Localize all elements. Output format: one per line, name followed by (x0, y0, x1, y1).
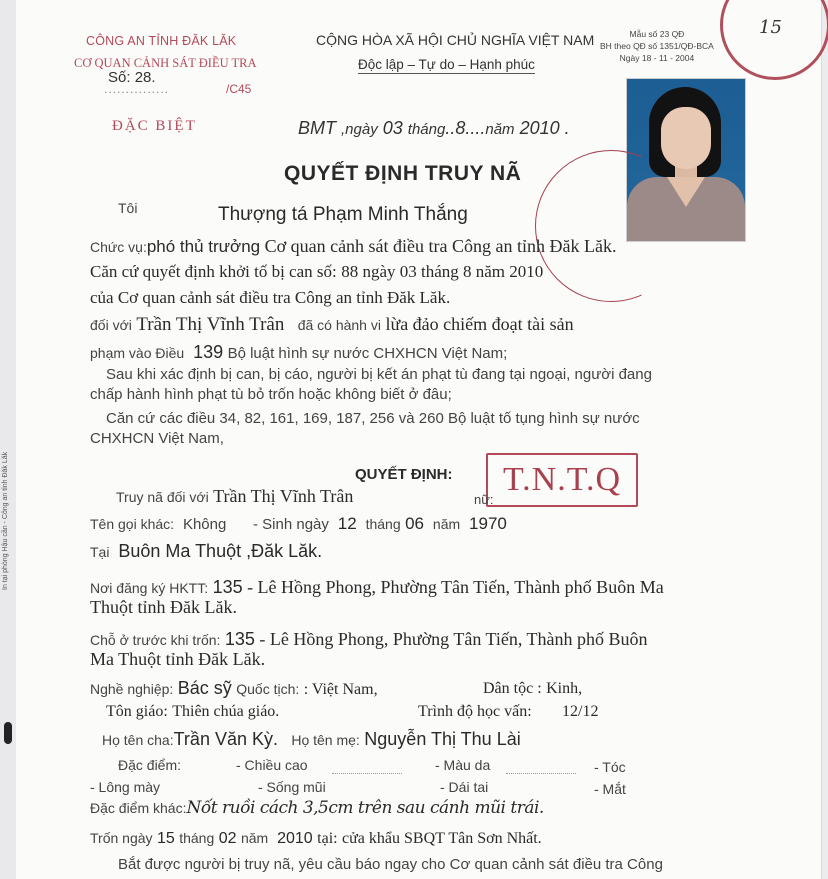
decision-heading: QUYẾT ĐỊNH: (355, 466, 453, 483)
agency-name: CÔNG AN TỈNH ĐĂK LĂK (86, 34, 237, 48)
height-blank (332, 772, 402, 774)
page-left-margin (0, 0, 17, 879)
basis-line-4: phạm vào Điều 139 Bộ luật hình sự nước CHXHCN Việt Nam; (90, 342, 508, 362)
basis-para-1b: chấp hành hình phạt tù bỏ trốn hoặc không biết ở đâu; (90, 386, 452, 403)
issuer-line: Tôi (118, 200, 138, 216)
basis-line-1: Căn cứ quyết định khởi tố bị can số: 88 ngày 03 tháng 8 năm 2010 (90, 262, 544, 281)
alias-dob-line: Tên gọi khác: Không - Sinh ngày 12 tháng 06 năm 1970 (90, 514, 507, 533)
registered-address-line-1: Nơi đăng ký HKTT: 135 - Lê Hồng Phong, Phường Tân Tiến, Thành phố Buôn Ma (90, 577, 664, 597)
form-number-block (600, 28, 714, 64)
tntq-stamp: T.N.T.Q (486, 453, 638, 507)
basis-line-3: đối với Trần Thị Vĩnh Trân đã có hành vi lừa đảo chiếm đoạt tài sản (90, 314, 574, 335)
skin-blank (506, 772, 576, 774)
other-features-handwritten: Nốt ruồi cách 3,5cm trên sau cánh mũi trái. (186, 798, 544, 818)
occupation-line: Nghề nghiệp: Bác sỹ Quốc tịch: : Việt Nam, (90, 678, 378, 698)
agency-department: CƠ QUAN CẢNH SÁT ĐIỀU TRA (74, 56, 257, 70)
ethnicity: Dân tộc : Kinh, (483, 680, 583, 697)
education-value: 12/12 (562, 703, 599, 720)
doc-number-suffix: /C45 (226, 82, 252, 96)
doc-number-value: 28. (134, 69, 156, 86)
registered-address-line-2: Thuột tỉnh Đăk Lăk. (90, 597, 237, 617)
closing-line: Bắt được người bị truy nã, yêu cầu báo ngay cho Cơ quan cảnh sát điều tra Công (118, 856, 663, 873)
residence-line-1: Chỗ ở trước khi trốn: 135 - Lê Hồng Phong, Phường Tân Tiến, Thành phố Buôn (90, 629, 648, 649)
form-regulation: BH theo QĐ số 1351/QĐ-BCA (600, 41, 714, 51)
basis-para-2a: Căn cứ các điều 34, 82, 161, 169, 187, 256 và 260 Bộ luật tố tụng hình sự nước (106, 410, 640, 427)
skin-label: - Màu da (435, 757, 491, 773)
eyebrow-label: - Lông mày (90, 779, 161, 795)
doc-number-label: Số: (108, 69, 131, 86)
margin-print-note: In tại phòng Hậu cần - Công an tỉnh Đăk Lăk (2, 451, 9, 590)
other-features-line: Đặc điểm khác:Nốt ruồi cách 3,5cm trên sau cánh mũi trái. (90, 798, 544, 818)
height-label: - Chiều cao (236, 757, 308, 773)
escape-line: Trốn ngày 15 tháng 02 năm 2010 tại: cửa khẩu SBQT Tân Sơn Nhất. (90, 830, 542, 847)
issuer-position: Chức vụ:phó thủ trưởng Cơ quan cảnh sát điều tra Công an tỉnh Đăk Lăk. (90, 236, 617, 256)
basis-line-2: của Cơ quan cảnh sát điều tra Công an tỉnh Đăk Lăk. (90, 288, 451, 307)
wanted-line: Truy nã đối với Trần Thị Vĩnh Trân (116, 486, 354, 506)
national-motto: Độc lập – Tự do – Hạnh phúc (358, 57, 535, 72)
dateline: BMT ,ngày 03 tháng..8....năm 2010 . (298, 118, 570, 138)
issuer-name: Thượng tá Phạm Minh Thắng (218, 204, 468, 225)
nose-label: - Sống mũi (258, 779, 326, 795)
basis-para-2b: CHXHCN Việt Nam, (90, 430, 224, 447)
residence-line-2: Ma Thuột tỉnh Đăk Lăk. (90, 649, 266, 669)
education: Trình độ học vấn: (418, 703, 532, 720)
parents-line: Họ tên cha:Trần Văn Kỳ. Họ tên mẹ: Nguyễn Thị Thu Lài (102, 729, 521, 749)
handwritten-number: 15 (759, 17, 782, 38)
earlobe-label: - Dái tai (440, 779, 489, 795)
suspect-photo (626, 78, 746, 242)
classification-stamp: ĐẶC BIỆT (112, 118, 197, 134)
basis-para-1a: Sau khi xác định bị can, bị cáo, người bị kết án phạt tù đang tại ngoại, người đang (106, 366, 652, 383)
doc-number-dots: ............... (104, 82, 170, 96)
document-title: QUYẾT ĐỊNH TRUY NÃ (284, 162, 522, 185)
hair-label: - Tóc (594, 759, 626, 775)
features-label: Đặc điểm: (118, 757, 182, 773)
gender-label: nữ: (474, 492, 494, 507)
eyes-label: - Mắt (594, 781, 626, 797)
binding-mark (4, 722, 12, 744)
national-header: CỘNG HÒA XÃ HỘI CHỦ NGHĨA VIỆT NAM (316, 32, 595, 48)
form-number: Mẫu số 23 QĐ (629, 29, 685, 39)
page-right-edge (821, 0, 828, 879)
birthplace-line: Tại Buôn Ma Thuột ,Đăk Lăk. (90, 541, 323, 561)
religion: Tôn giáo: Thiên chúa giáo. (106, 703, 280, 720)
form-date: Ngày 18 - 11 - 2004 (619, 53, 695, 63)
